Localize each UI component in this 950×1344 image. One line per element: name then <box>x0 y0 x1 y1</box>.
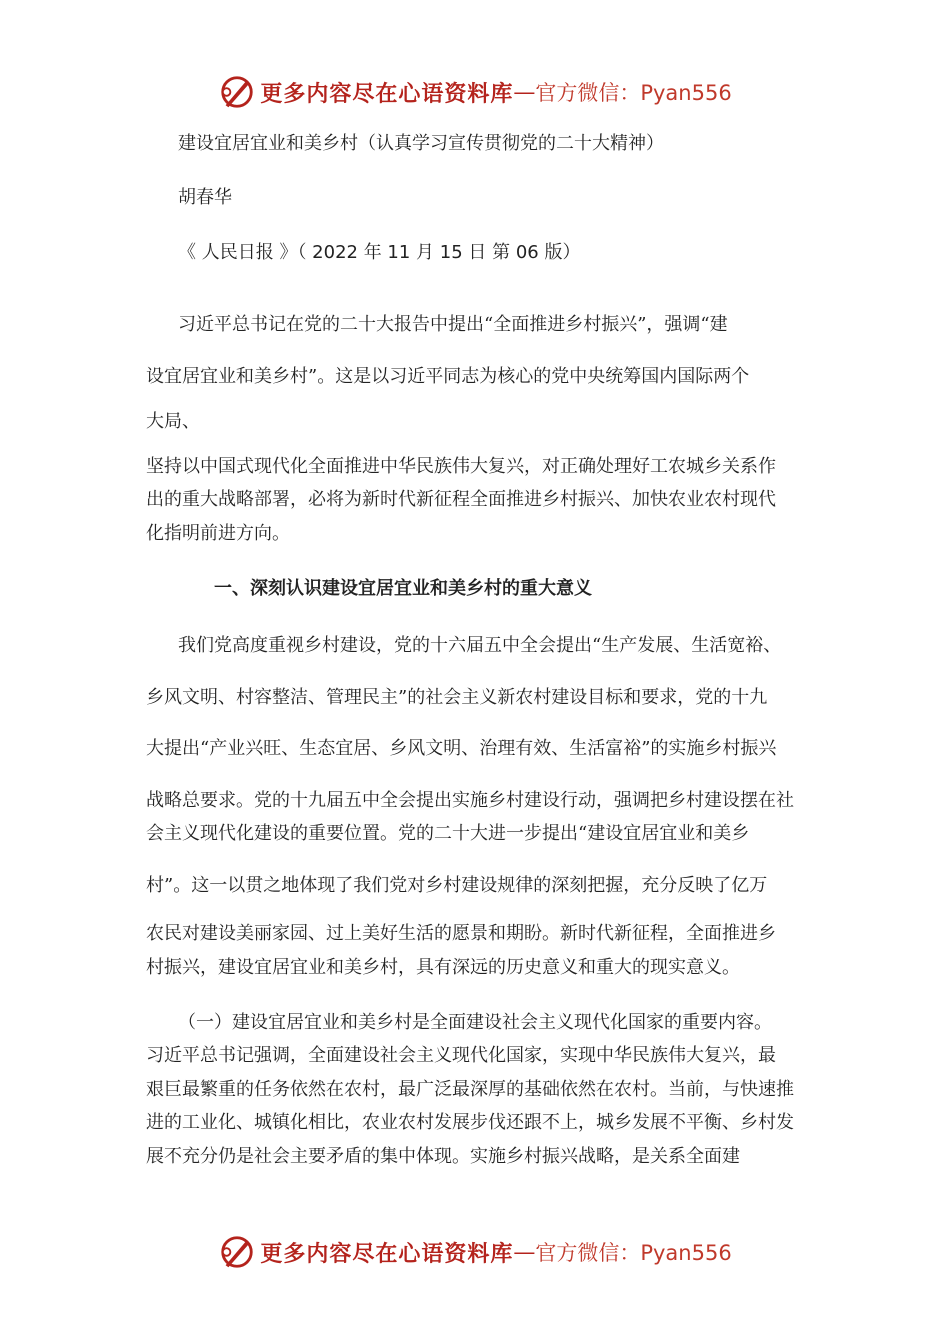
body-line: 大提出“产业兴旺、生态宜居、乡风文明、治理有效、生活富裕”的实施乡村振兴 <box>146 738 777 759</box>
article-title: 建设宜居宜业和美乡村（认真学习宣传贯彻党的二十大精神） <box>178 133 664 154</box>
body-line: 会主义现代化建设的重要位置。党的二十大进一步提出“建设宜居宜业和美乡 <box>146 823 750 844</box>
banner-brand-text: 更多内容尽在心语资料库 <box>260 80 514 107</box>
body-line: 村”。这一以贯之地体现了我们党对乡村建设规律的深刻把握，充分反映了亿万 <box>146 875 768 896</box>
body-line: 大局、 <box>146 411 200 432</box>
body-line: 村振兴，建设宜居宜业和美乡村，具有深远的历史意义和重大的现实意义。 <box>146 957 740 978</box>
footer-banner <box>0 1232 950 1272</box>
quill-pen-logo-icon <box>218 1233 256 1271</box>
body-line: 出的重大战略部署，必将为新时代新征程全面推进乡村振兴、加快农业农村现代 <box>146 489 776 510</box>
body-line: 习近平总书记在党的二十大报告中提出“全面推进乡村振兴”，强调“建 <box>178 314 728 335</box>
body-line: 化指明前进方向。 <box>146 523 290 544</box>
body-line: 乡风文明、村容整洁、管理民主”的社会主义新农村建设目标和要求，党的十九 <box>146 687 768 708</box>
header-banner <box>0 72 950 112</box>
body-line: （一）建设宜居宜业和美乡村是全面建设社会主义现代化国家的重要内容。 <box>178 1012 772 1033</box>
banner-separator: — <box>513 79 536 105</box>
body-line: 设宜居宜业和美乡村”。这是以习近平同志为核心的党中央统筹国内国际两个 <box>146 366 750 387</box>
banner-separator: — <box>513 1239 536 1265</box>
body-line: 习近平总书记强调，全面建设社会主义现代化国家，实现中华民族伟大复兴，最 <box>146 1045 776 1066</box>
section-heading: 一、深刻认识建设宜居宜业和美乡村的重大意义 <box>214 578 592 599</box>
body-line: 艰巨最繁重的任务依然在农村，最广泛最深厚的基础依然在农村。当前，与快速推 <box>146 1079 794 1100</box>
article-author: 胡春华 <box>178 187 232 208</box>
body-line: 战略总要求。党的十九届五中全会提出实施乡村建设行动，强调把乡村建设摆在社 <box>146 790 794 811</box>
quill-pen-logo-icon <box>218 73 256 111</box>
body-line: 进的工业化、城镇化相比，农业农村发展步伐还跟不上，城乡发展不平衡、乡村发 <box>146 1112 794 1133</box>
article-source: 《 人民日报 》（ 2022 年 11 月 15 日 第 06 版） <box>178 242 581 263</box>
banner-official-wechat: 官方微信：Pyan556 <box>535 81 732 105</box>
body-line: 我们党高度重视乡村建设，党的十六届五中全会提出“生产发展、生活宽裕、 <box>178 635 782 656</box>
body-line: 农民对建设美丽家园、过上美好生活的愿景和期盼。新时代新征程，全面推进乡 <box>146 923 776 944</box>
body-line: 展不充分仍是社会主要矛盾的集中体现。实施乡村振兴战略，是关系全面建 <box>146 1146 740 1167</box>
body-line: 坚持以中国式现代化全面推进中华民族伟大复兴，对正确处理好工农城乡关系作 <box>146 456 776 477</box>
banner-official-wechat: 官方微信：Pyan556 <box>535 1241 732 1265</box>
banner-brand-text: 更多内容尽在心语资料库 <box>260 1240 514 1267</box>
